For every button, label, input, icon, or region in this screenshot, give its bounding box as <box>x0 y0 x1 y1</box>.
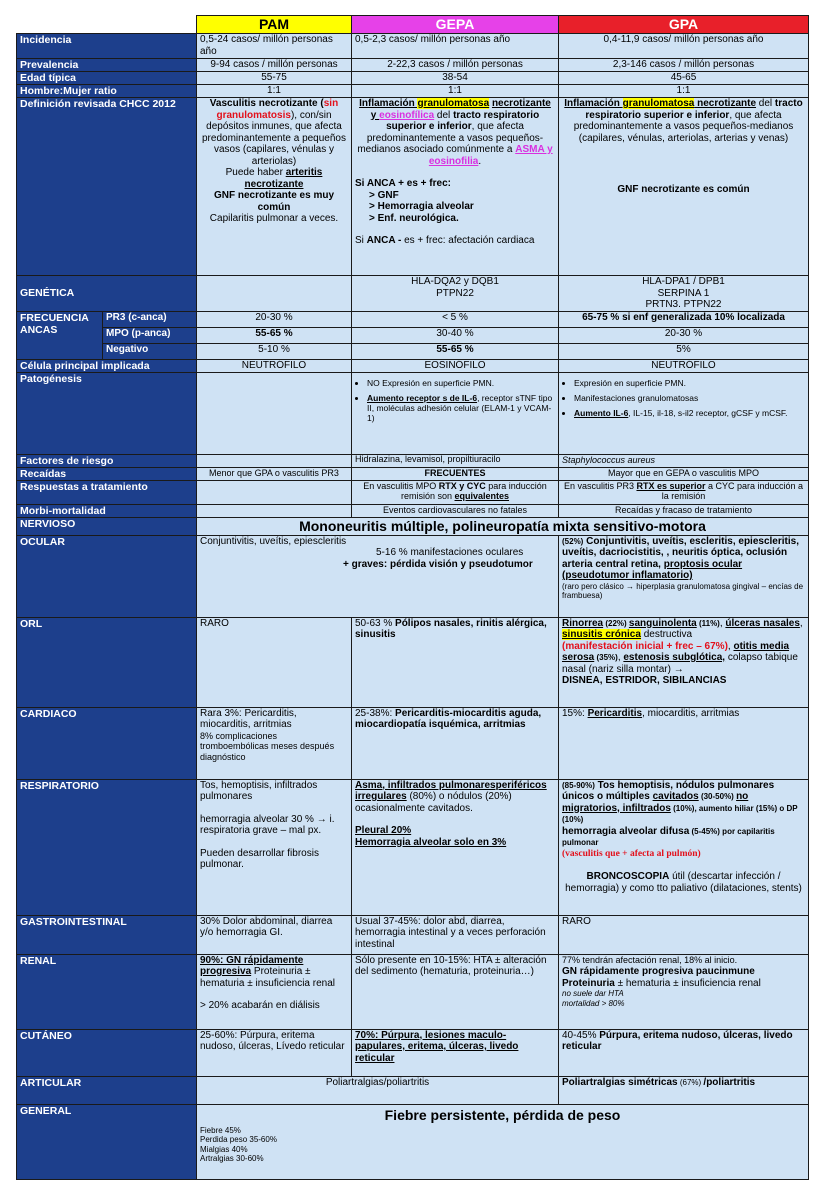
factores-gpa: Staphylococcus aureus <box>559 454 809 467</box>
mpo-gepa: 30-40 % <box>352 327 559 343</box>
recaidas-pam: Menor que GPA o vasculitis PR3 <box>197 467 352 480</box>
definicion-gpa: Inflamación granulomatosa necrotizante del tracto respiratorio superior e inferior, que afecta predominantemente a vasos pequeños-medianos (capilares, vénulas, arteriolas, arterias y venas) GNF necrotizante es común <box>559 98 809 276</box>
label-orl: ORL <box>17 617 197 707</box>
comparison-table <box>16 15 809 1180</box>
definicion-gepa: Inflamación granulomatosa necrotizante y eosinofílica del tracto respiratorio superior e inferior, que afecta predominantemente a vasos pequeños-medianos asociado comúnmente a ASMA y eosinofilia. Si ANCA + es + frec: > GNF > Hemorragia alveolar > Enf. neurológica. Si ANCA - es + frec: afectación cardiaca <box>352 98 559 276</box>
label-articular: ARTICULAR <box>17 1076 197 1104</box>
header-gpa: GPA <box>559 16 809 34</box>
patogenesis-gepa: • NO Expresión en superficie PMN. • Aumento receptor s de IL-6, receptor sTNF tipo II, moléculas adhesión celular (ELAM-1 y VCAM-1) <box>352 372 559 454</box>
label-cutaneo: CUTÁNEO <box>17 1029 197 1076</box>
label-prevalencia: Prevalencia <box>17 59 197 72</box>
incidencia-gepa: 0,5-2,3 casos/ millón personas año <box>352 34 559 59</box>
row-edad <box>17 72 809 85</box>
label-genetica: GENÉTICA <box>17 276 197 312</box>
label-celula: Célula principal implicada <box>17 359 197 372</box>
articular-gpa: Poliartralgias simétricas (67%) /poliartritis <box>559 1076 809 1104</box>
row-ocular <box>17 535 809 617</box>
label-ratio: Hombre:Mujer ratio <box>17 85 197 98</box>
row-cardiaco <box>17 707 809 779</box>
row-negativo <box>17 343 809 359</box>
gastro-gepa: Usual 37-45%: dolor abd, diarrea, hemorragia intestinal y a veces perforación intestinal <box>352 915 559 954</box>
pr3-gepa: < 5 % <box>352 311 559 327</box>
row-orl <box>17 617 809 707</box>
renal-gpa: 77% tendrán afectación renal, 18% al inicio. GN rápidamente progresiva paucinmune Proteinuria ± hematuria ± insuficiencia renal no suele dar HTA mortalidad > 80% <box>559 954 809 1029</box>
label-pr3: PR3 (c-anca) <box>103 311 197 327</box>
recaidas-gepa: FRECUENTES <box>352 467 559 480</box>
pr3-gpa: 65-75 % si enf generalizada 10% localizada <box>559 311 809 327</box>
header-gepa: GEPA <box>352 16 559 34</box>
genetica-pam <box>197 276 352 312</box>
cardiaco-gpa: 15%: Pericarditis, miocarditis, arritmias <box>559 707 809 779</box>
row-patogenesis <box>17 372 809 454</box>
row-recaidas <box>17 467 809 480</box>
renal-pam: 90%: GN rápidamente progresiva Proteinuria ± hematuria ± insuficiencia renal > 20% acabarán en diálisis <box>197 954 352 1029</box>
orl-gpa: Rinorrea (22%) sanguinolenta (11%), úlceras nasales, sinusitis crónica destructiva (manifestación inicial + frec – 67%), otitis media serosa (35%), estenosis subglótica, colapso tabique nasal (nariz silla montar) → DISNEA, ESTRIDOR, SIBILANCIAS <box>559 617 809 707</box>
label-incidencia: Incidencia <box>17 34 197 59</box>
articular-pam-gepa: Poliartralgias/poliartritis <box>197 1076 559 1104</box>
row-respiratorio <box>17 779 809 915</box>
prevalencia-pam: 9-94 casos / millón personas <box>197 59 352 72</box>
label-cardiaco: CARDIACO <box>17 707 197 779</box>
label-renal: RENAL <box>17 954 197 1029</box>
general-all: Fiebre persistente, pérdida de peso Fiebre 45% Perdida peso 35-60% Mialgias 40% Artralgias 30-60% <box>197 1104 809 1180</box>
ratio-gpa: 1:1 <box>559 85 809 98</box>
nervioso-all: Mononeuritis múltiple, polineuropatía mixta sensitivo-motora <box>197 517 809 535</box>
label-nervioso: NERVIOSO <box>17 517 197 535</box>
label-recaidas: Recaídas <box>17 467 197 480</box>
orl-gepa: 50-63 % Pólipos nasales, rinitis alérgica, sinusitis <box>352 617 559 707</box>
respuestas-gpa: En vasculitis PR3 RTX es superior a CYC para inducción a la remisión <box>559 480 809 504</box>
genetica-gepa: HLA-DQA2 y DQB1 PTPN22 <box>352 276 559 312</box>
celula-gepa: EOSINÓFILO <box>352 359 559 372</box>
morbi-gpa: Recaídas y fracaso de tratamiento <box>559 504 809 517</box>
label-patogenesis: Patogénesis <box>17 372 197 454</box>
ratio-pam: 1:1 <box>197 85 352 98</box>
prevalencia-gepa: 2-22,3 casos / millón personas <box>352 59 559 72</box>
mpo-gpa: 20-30 % <box>559 327 809 343</box>
mpo-pam: 55-65 % <box>197 327 352 343</box>
label-general: GENERAL <box>17 1104 197 1180</box>
label-morbi: Morbi-mortalidad <box>17 504 197 517</box>
row-incidencia <box>17 34 809 59</box>
row-gastro <box>17 915 809 954</box>
row-cutaneo <box>17 1029 809 1076</box>
header-pam: PAM <box>197 16 352 34</box>
incidencia-pam: 0,5-24 casos/ millón personas año <box>197 34 352 59</box>
edad-gpa: 45-65 <box>559 72 809 85</box>
label-respiratorio: RESPIRATORIO <box>17 779 197 915</box>
genetica-gpa: HLA-DPA1 / DPB1 SERPINA 1 PRTN3. PTPN22 <box>559 276 809 312</box>
renal-gepa: Sólo presente en 10-15%: HTA ± alteración del sedimento (hematuria, proteinuria…) <box>352 954 559 1029</box>
cardiaco-pam: Rara 3%: Pericarditis, miocarditis, arritmias 8% complicaciones tromboembólicas meses después diagnóstico <box>197 707 352 779</box>
orl-pam: RARO <box>197 617 352 707</box>
label-frecuencia: FRECUENCIA ANCAS <box>17 311 103 359</box>
definicion-pam: Vasculitis necrotizante (sin granulomatosis), con/sin depósitos inmunes, que afecta predominantemente a pequeños vasos (capilares, vénulas y arteriolas) Puede haber arteritis necrotizante GNF necrotizante es muy común Capilaritis pulmonar a veces. <box>197 98 352 276</box>
row-general <box>17 1104 809 1180</box>
gastro-gpa: RARO <box>559 915 809 954</box>
celula-gpa: NEUTRÓFILO <box>559 359 809 372</box>
row-celula <box>17 359 809 372</box>
neg-pam: 5-10 % <box>197 343 352 359</box>
row-respuestas <box>17 480 809 504</box>
header-row <box>17 16 809 34</box>
label-respuestas: Respuestas a tratamiento <box>17 480 197 504</box>
ocular-gpa: (52%) Conjuntivitis, uveítis, escleritis, epiescleritis, uveítis, dacriocistitis, , neuritis óptica, oclusión arteria central retina, proptosis ocular (pseudotumor inflamatorio) (raro pero clásico → hiperplasia granulomatosa gingival – encías de frambuesa) <box>559 535 809 617</box>
prevalencia-gpa: 2,3-146 casos / millón personas <box>559 59 809 72</box>
patogenesis-gpa: • Expresión en superficie PMN. • Manifestaciones granulomatosas • Aumento IL-6, IL-15, il-18, s-il2 receptor, gCSF y mCSF. <box>559 372 809 454</box>
row-nervioso <box>17 517 809 535</box>
respuestas-gepa: En vasculitis MPO RTX y CYC para inducción remisión son equivalentes <box>352 480 559 504</box>
row-mpo <box>17 327 809 343</box>
neg-gepa: 55-65 % <box>352 343 559 359</box>
label-mpo: MPO (p-anca) <box>103 327 197 343</box>
respiratorio-pam: Tos, hemoptisis, infiltrados pulmonares hemorragia alveolar 30 % → i. respiratoria grave – mal px. Pueden desarrollar fibrosis pulmonar. <box>197 779 352 915</box>
pr3-pam: 20-30 % <box>197 311 352 327</box>
morbi-gepa: Eventos cardiovasculares no fatales <box>352 504 559 517</box>
row-pr3 <box>17 311 809 327</box>
neg-gpa: 5% <box>559 343 809 359</box>
celula-pam: NEUTRÓFILO <box>197 359 352 372</box>
row-morbi <box>17 504 809 517</box>
cardiaco-gepa: 25-38%: Pericarditis-miocarditis aguda, miocardiopatía isquémica, arritmias <box>352 707 559 779</box>
cutaneo-pam: 25-60%: Púrpura, eritema nudoso, úlceras, Lívedo reticular <box>197 1029 352 1076</box>
row-factores <box>17 454 809 467</box>
label-gastro: GASTROINTESTINAL <box>17 915 197 954</box>
ratio-gepa: 1:1 <box>352 85 559 98</box>
factores-gepa: Hidralazina, levamisol, propiltiuracilo <box>352 454 559 467</box>
row-genetica <box>17 276 809 312</box>
row-ratio <box>17 85 809 98</box>
row-prevalencia <box>17 59 809 72</box>
gastro-pam: 30% Dolor abdominal, diarrea y/o hemorragia GI. <box>197 915 352 954</box>
edad-gepa: 38-54 <box>352 72 559 85</box>
row-definicion <box>17 98 809 276</box>
label-factores: Factores de riesgo <box>17 454 197 467</box>
label-edad: Edad típica <box>17 72 197 85</box>
label-negativo: Negativo <box>103 343 197 359</box>
row-articular <box>17 1076 809 1104</box>
respiratorio-gpa: (85-90%) Tos hemoptisis, nódulos pulmonares únicos o múltiples cavitados (30-50%) no migratorios, infiltrados (10%), aumento hiliar (15%) o DP (10%) hemorragia alveolar difusa (5-45%) por capilaritis pulmonar (vasculitis que + afecta al pulmón) BRONCOSCOPIA útil (descartar infección / hemorragia) y como tto paliativo (dilataciones, stents) <box>559 779 809 915</box>
cutaneo-gpa: 40-45% Púrpura, eritema nudoso, úlceras, livedo reticular <box>559 1029 809 1076</box>
ocular-pam-gepa: Conjuntivitis, uveítis, epiescleritis 5-16 % manifestaciones oculares + graves: pérdida visión y pseudotumor <box>197 535 559 617</box>
label-ocular: OCULAR <box>17 535 197 617</box>
label-definicion: Definición revisada CHCC 2012 <box>17 98 197 276</box>
cutaneo-gepa: 70%: Púrpura, lesiones maculo-papulares, eritema, úlceras, livedo reticular <box>352 1029 559 1076</box>
recaidas-gpa: Mayor que en GEPA o vasculitis MPO <box>559 467 809 480</box>
row-renal <box>17 954 809 1029</box>
incidencia-gpa: 0,4-11,9 casos/ millón personas año <box>559 34 809 59</box>
edad-pam: 55-75 <box>197 72 352 85</box>
respiratorio-gepa: Asma, infiltrados pulmonaresperiféricos irregulares (80%) o nódulos (20%) ocasionalmente cavitados. Pleural 20% Hemorragia alveolar solo en 3% <box>352 779 559 915</box>
